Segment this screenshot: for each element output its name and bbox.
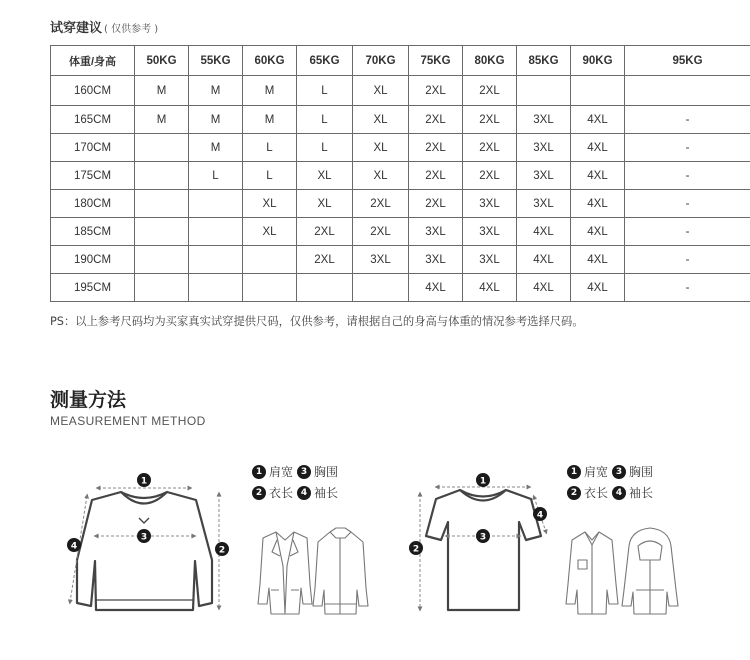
size-cell: L [243, 162, 297, 190]
size-cell: 4XL [571, 218, 625, 246]
weight-header: 70KG [353, 46, 409, 76]
size-cell: 2XL [297, 246, 353, 274]
weight-header: 80KG [463, 46, 517, 76]
size-cell: L [297, 134, 353, 162]
size-cell: 4XL [517, 274, 571, 302]
size-cell: XL [353, 162, 409, 190]
ps-note: PS：以上参考尺码均为买家真实试穿提供尺码，仅供参考，请根据自己的身高与体重的情况参考选择尺码。 [50, 315, 584, 328]
marker-3-icon: 3 [612, 465, 626, 479]
size-cell: 3XL [517, 162, 571, 190]
marker-3-icon [137, 529, 151, 543]
svg-text:2: 2 [218, 545, 226, 556]
size-cell: - [625, 190, 750, 218]
size-cell: 4XL [517, 218, 571, 246]
size-cell: 2XL [463, 106, 517, 134]
height-cell: 190CM [51, 246, 135, 274]
size-cell: - [625, 134, 750, 162]
legend-chest-label: 胸围 [314, 464, 339, 479]
size-cell: M [135, 76, 189, 106]
size-cell: M [243, 76, 297, 106]
legend-shoulder-label: 肩宽 [269, 464, 294, 479]
svg-text:1: 1 [140, 476, 148, 487]
size-cell: M [243, 106, 297, 134]
weight-header: 55KG [189, 46, 243, 76]
size-cell: 3XL [409, 218, 463, 246]
legend-shoulder-label: 肩宽 [584, 464, 609, 479]
svg-text:2: 2 [412, 544, 420, 555]
size-cell: 2XL [409, 76, 463, 106]
size-cell: XL [353, 134, 409, 162]
legend-chest-label: 胸围 [629, 464, 654, 479]
legend-length-label: 衣长 [269, 485, 294, 500]
size-cell: M [189, 134, 243, 162]
weight-header: 50KG [135, 46, 189, 76]
size-cell: M [189, 106, 243, 134]
size-cell: 4XL [571, 134, 625, 162]
size-cell: 2XL [409, 162, 463, 190]
weight-header: 60KG [243, 46, 297, 76]
weight-header: 95KG [625, 46, 750, 76]
legend-sleeve-label: 袖长 [314, 485, 339, 500]
size-cell: 4XL [571, 246, 625, 274]
marker-2-icon: 2 [252, 486, 266, 500]
size-cell: XL [353, 106, 409, 134]
size-cell: XL [353, 76, 409, 106]
marker-3-icon [476, 529, 490, 543]
marker-1-icon: 1 [567, 465, 581, 479]
size-cell: 4XL [571, 162, 625, 190]
size-cell: 2XL [463, 134, 517, 162]
size-cell: - [625, 274, 750, 302]
marker-4-icon: 4 [612, 486, 626, 500]
size-cell: - [625, 246, 750, 274]
height-cell: 195CM [51, 274, 135, 302]
size-cell: M [135, 106, 189, 134]
size-cell: 2XL [409, 134, 463, 162]
size-cell: L [297, 76, 353, 106]
weight-header: 90KG [571, 46, 625, 76]
marker-1-icon: 1 [252, 465, 266, 479]
svg-text:4: 4 [536, 510, 544, 521]
marker-4-icon: 4 [297, 486, 311, 500]
size-cell: 3XL [463, 218, 517, 246]
size-cell: XL [297, 162, 353, 190]
size-cell: 3XL [353, 246, 409, 274]
size-cell: XL [243, 218, 297, 246]
size-cell: 3XL [517, 106, 571, 134]
marker-2-icon: 2 [567, 486, 581, 500]
marker-4-icon [67, 538, 81, 552]
size-cell: 3XL [517, 190, 571, 218]
size-cell: L [243, 134, 297, 162]
measurement-method-subtitle: MEASUREMENT METHOD [50, 414, 206, 428]
size-cell: 4XL [517, 246, 571, 274]
svg-text:4: 4 [70, 541, 78, 552]
height-cell: 165CM [51, 106, 135, 134]
height-cell: 175CM [51, 162, 135, 190]
weight-header: 65KG [297, 46, 353, 76]
zip-jacket-icon [313, 528, 368, 614]
shirt-icon [566, 532, 618, 614]
size-cell: 2XL [297, 218, 353, 246]
size-cell: - [625, 162, 750, 190]
marker-2-icon [215, 542, 229, 556]
long-sleeve-shirt-icon [77, 492, 212, 610]
size-cell: 4XL [571, 190, 625, 218]
svg-text:3: 3 [140, 532, 148, 543]
measurement-method-title: 测量方法 [50, 389, 127, 411]
height-cell: 185CM [51, 218, 135, 246]
marker-3-icon: 3 [297, 465, 311, 479]
size-cell: XL [243, 190, 297, 218]
size-cell: 2XL [463, 76, 517, 106]
svg-text:3: 3 [479, 532, 487, 543]
marker-1-icon [137, 473, 151, 487]
marker-4-icon [533, 507, 547, 521]
weight-header: 75KG [409, 46, 463, 76]
hoodie-icon [622, 528, 678, 614]
size-cell: M [189, 76, 243, 106]
marker-1-icon [476, 473, 490, 487]
size-cell: 2XL [409, 106, 463, 134]
height-cell: 180CM [51, 190, 135, 218]
height-cell: 160CM [51, 76, 135, 106]
size-cell: L [189, 162, 243, 190]
size-cell: 4XL [571, 274, 625, 302]
marker-2-icon [409, 541, 423, 555]
size-cell: 3XL [463, 246, 517, 274]
height-cell: 170CM [51, 134, 135, 162]
size-cell: 2XL [353, 190, 409, 218]
tshirt-icon [426, 490, 544, 610]
size-cell: 3XL [463, 190, 517, 218]
legend-sleeve-label: 袖长 [629, 485, 654, 500]
size-cell: 3XL [517, 134, 571, 162]
size-cell: - [625, 106, 750, 134]
corner-header: 体重/身高 [51, 46, 135, 76]
size-cell: 4XL [409, 274, 463, 302]
size-cell: XL [297, 190, 353, 218]
legend-length-label: 衣长 [584, 485, 609, 500]
size-cell: 2XL [463, 162, 517, 190]
size-cell: 2XL [353, 218, 409, 246]
size-cell: 4XL [571, 106, 625, 134]
svg-text:1: 1 [479, 476, 487, 487]
suit-jacket-icon [258, 532, 312, 614]
size-cell: 3XL [409, 246, 463, 274]
size-cell: 4XL [463, 274, 517, 302]
size-cell: L [297, 106, 353, 134]
section-title-sub: ( 仅供参考 ) [104, 24, 159, 35]
weight-header: 85KG [517, 46, 571, 76]
size-cell: - [625, 218, 750, 246]
section-title-main: 试穿建议 [50, 21, 103, 36]
size-cell: 2XL [409, 190, 463, 218]
